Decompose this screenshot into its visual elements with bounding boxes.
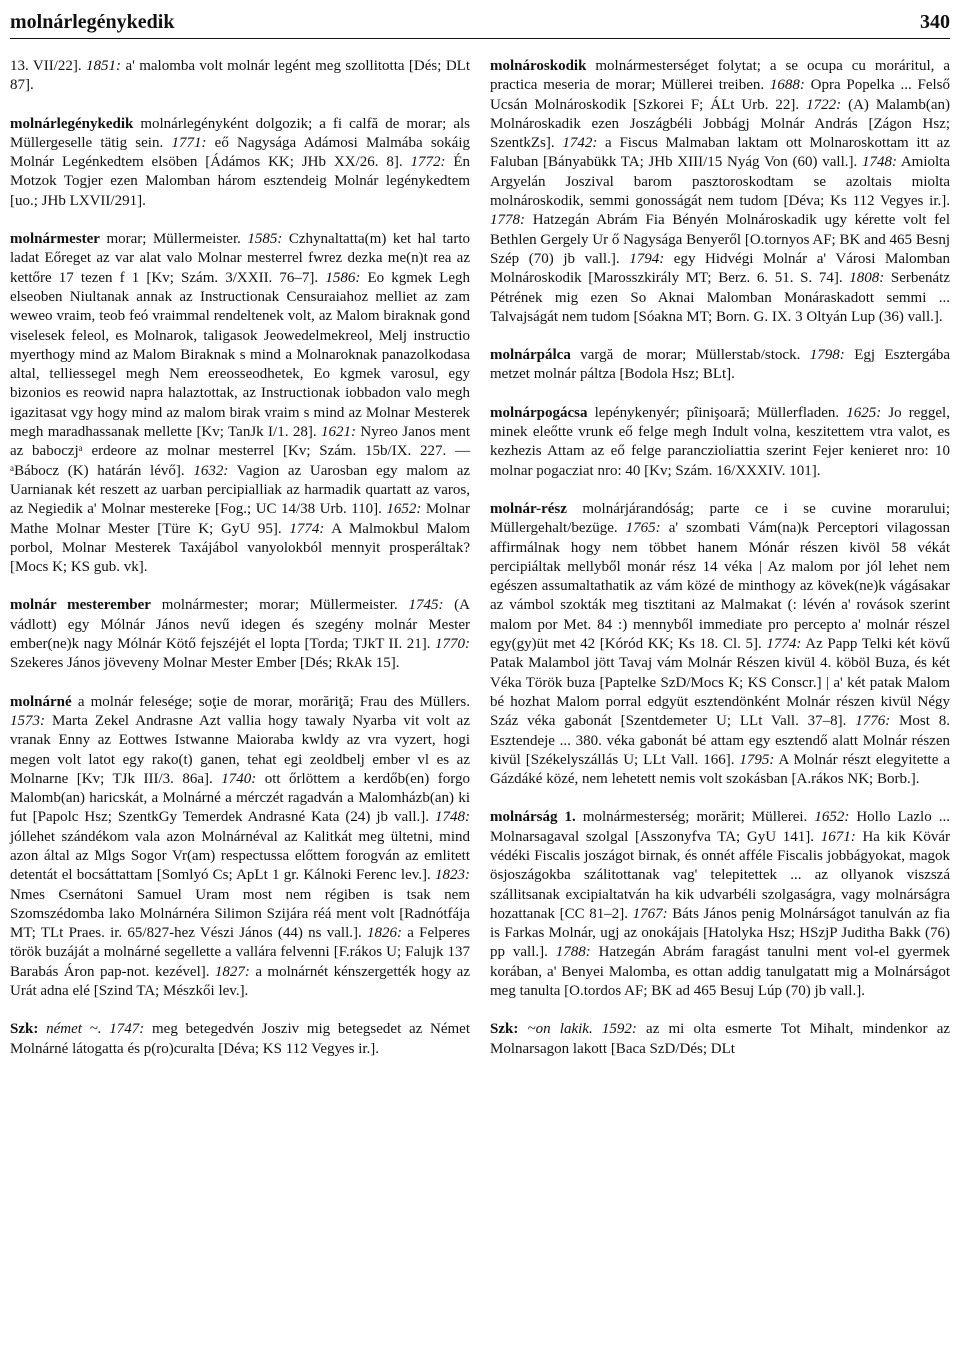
entry-date: 1747: <box>109 1021 145 1038</box>
entry-date: 1745: <box>408 597 444 614</box>
entry-text: Én Motzok Togjer ezen Malomban három esztendeig Molnár legénykedtem [uo.; JHb LXVII/291]. <box>10 154 470 209</box>
entry-text: molnármesterséget folytat; a se ocupa cu moráritul, a practica meseria de morar; Müllerei treiben. <box>490 58 950 94</box>
text-columns <box>10 57 950 1078</box>
entry-date: 1774: <box>289 520 325 537</box>
entry-text: morar; Müllermeister. <box>99 231 248 248</box>
entry-date: 1794: <box>629 250 665 267</box>
entry-date: 1826: <box>367 925 402 942</box>
entry-date: 1748: <box>435 809 470 826</box>
dictionary-entry <box>490 1020 950 1059</box>
entry-date: 1827: <box>214 963 250 980</box>
entry-text: molnárjárandóság; parte ce i se cuvine morarului; Müllergehalt/bezüge. <box>490 500 950 537</box>
entry-text: Nmes Csernátoni Samuel Uram most nem régiben is tsak nem Szomszédomba lako Molnárnéra Silimon Szijára réá ment volt [Radnótfája MT; TLt Praes. ir. 65/827-hez Vészi János (44) ns vall.]. <box>10 886 470 942</box>
right-column <box>490 57 950 1078</box>
entry-text: a molnárnét kénszergették hogy az Urát adna elé [Szind TA; Mészkői lev.]. <box>10 963 470 1000</box>
entry-text: ott őrlöttem a kerdőb(en) forgo Malomb(an) haricskát, a Molnárné a mérczét ragadván a Malomházb(an) ki fut [Papolc Hsz; SzentkGy Temerdek Andrasné Kata (24) jb vall.]. <box>10 770 470 826</box>
entry-date: 1798: <box>809 347 845 364</box>
entry-text: az mi olta esmerte Tot Mihalt, mindenkor az Molnarsagon lakott [Baca SzD/Dés; DLt <box>490 1021 951 1057</box>
entry-text: Serbenátz Pétrének mig ezen So Aknai Malomban Monáraskadott semmi ... Talvajságát nem tudom [Sóakna MT; Born. G. IX. 3 Oltyán Lup (36) vall.]. <box>490 270 950 325</box>
entry-text: Eo kgmek Legh elseoben Niultanak annak az Instructionak Censuraiahoz melliet az zam weweo vraim, teob feó vraimmal rendeltenek volt, az Malom biraknak gond viselesek feleol, es Molnarok, taligasok Jeowedelmekreol, Melj instructio myerthogy mind az Malom Biraknak s mind a Molnaroknak panazolkodasa altal, telliessegel megh Nem ereosseodhetek, Eo kgmek varosul, egy bizonios es reowid napra halaztottak, az Instructionak iobbadon valo megh igazitasat vgy hogy mind az malom birak vraim s mind az Molnar Mesterek megh maradhassanak mellette [Kv; TanJk I/1. 28]. <box>10 269 470 441</box>
entry-text: vargă de morar; Müllerstab/stock. <box>570 347 810 364</box>
entry-date: 1573: <box>10 712 45 729</box>
entry-text: Az Papp Telki két kövű Patak Malambol jött Tavaj vám Molnár Részen kivül 4. köböl Buza, és két Véka Török buza [Paptelke SzD/Mocs K; KS Conscr.] | a' két patak Malom bé hozhat Malom porral edgyüt esztendönként Molnár részen kivül Négy Száz véka gabonát [Szentdemeter U; LLt Vall. 37–8]. <box>490 636 950 730</box>
entry-text: meg betegedvén Josziv mig betegsedet az Német Molnárné látogatta és p(ro)curalta [Déva; KS 112 Vegyes ir.]. <box>10 1021 471 1057</box>
entry-date: 1740: <box>221 770 257 787</box>
entry-text: Hatzegán Abrám faragást tanulni ment vol-el gyermek korában, a' Benyei Malomba, es ottan addig tanulgatatt mig a Molnárságot meg tanulta [O.tordos AF; BK ad 465 Besuj Lúp (70) jb vall.]. <box>490 944 950 1000</box>
dictionary-entry <box>10 596 470 673</box>
entry-date: 1586: <box>325 269 361 286</box>
dictionary-entry <box>10 230 470 577</box>
entry-date: 1671: <box>820 828 856 845</box>
entry-date: 1688: <box>769 77 805 94</box>
entry-text: Szekeres János jöveveny Molnar Mester Ember [Dés; RkAk 15]. <box>10 655 400 672</box>
running-headword: molnárlegénykedik <box>10 11 175 33</box>
entry-text: 13. VII/22]. <box>10 58 87 74</box>
dictionary-entry <box>490 404 950 481</box>
entry-headword: molnárné <box>10 693 72 710</box>
entry-text: (A vádlott) egy Mólnár János nevű idegen és szegény molnár Mester ember(ne)k nagy Mólnár Kötő fejszéjét el lopta [Torda; TJkT II. 21]. <box>10 597 470 653</box>
entry-text <box>518 1021 527 1037</box>
entry-text <box>593 1021 602 1037</box>
entry-date: 1774: <box>766 636 802 653</box>
entry-text: molnárlegényként dolgozik; a fi calfă de morar; als Müllergeselle tätig sein. <box>10 115 470 151</box>
entry-date: 1592: <box>601 1021 637 1038</box>
entry-date: 1771: <box>171 134 207 151</box>
entry-date: 1772: <box>410 154 446 171</box>
entry-text: molnármesterség; morărit; Müllerei. <box>575 809 815 826</box>
dictionary-entry <box>490 500 950 789</box>
entry-date: 1767: <box>632 905 668 922</box>
entry-text: (A) Malamb(an) Molnároskadik ezen Joszágbéli Jobbágj Molnár András [Zágon Hsz; SzentkZs]. <box>490 96 950 152</box>
entry-text: Most 8. Esztendeje ... 380. véka gabonát bé attam egy esztendő alatt Molnár részen kivül [Székelyszállás U; LLt Vall. 166]. <box>490 713 950 768</box>
entry-text: a Fiscus Malmaban laktam ott Molnaroskottam itt az Faluban [Bányabükk TA; JHb XIII/15 Nyág Von (60) vall.]. <box>490 135 950 171</box>
entry-date: 1823: <box>435 867 470 884</box>
entry-headword: molnároskodik <box>490 58 587 74</box>
entry-text: Molnar Mathe Molnar Mester [Türe K; GyU 95]. <box>10 501 470 537</box>
dictionary-entry <box>490 346 950 385</box>
entry-text: Egj Esztergába metzet molnár páltza [Bodola Hsz; BLt]. <box>490 347 951 383</box>
entry-headword: molnárpálca <box>490 347 571 364</box>
entry-date: 1808: <box>849 270 885 287</box>
entry-headword: molnárpogácsa <box>490 404 588 421</box>
entry-text: lepénykenyér; pîinişoară; Müllerfladen. <box>587 404 847 421</box>
entry-text <box>38 1021 46 1037</box>
dictionary-entry <box>10 693 470 1002</box>
entry-text: Hollo Lazlo ... Molnarsagaval szolgal [Asszonyfva TA; GyU 141]. <box>490 809 950 845</box>
entry-date: 1776: <box>855 713 891 730</box>
entry-text: Jo reggel, minek eleőtte vrunk eő felge megh Indult volna, keszitettem vtra valot, es kezhezis Attam az eő felge paranczioliattia szerint Fejer kenieret nro: 10 molnar pogacziat nro: 40 [Kv; Szám. 16/XXXIV. 101]. <box>490 404 950 479</box>
entry-headword: Szk: <box>10 1021 39 1038</box>
entry-headword: molnár-rész <box>490 500 567 517</box>
entry-date: 1788: <box>555 944 591 961</box>
entry-date: 1765: <box>625 520 661 537</box>
entry-text: a molnár felesége; soţie de morar, morăriţă; Frau des Müllers. <box>71 693 470 710</box>
entry-text: jóllehet szándékom vala azon Molnárnéval az Kalitkát meg ültetni, mind azon által az Mlgs Sogor Vr(am) respectussa előttem forogván az emlitett detentát el bocsáttattam [Somlyó Cs; ApLt 1 gr. Kálnoki Ferenc lev.]. <box>10 828 470 884</box>
dictionary-entry <box>490 808 950 1001</box>
entry-date: német ~. <box>46 1021 102 1038</box>
entry-text: Nyreo Janos ment az baboczjᵃ erdeore az molnar mesterrel [Kv; Szám. 15b/IX. 227. — ᵃBábocz (K) határán lévő]. <box>10 424 470 479</box>
entry-text: eő Nagysága Adámosi Malmába sokáig Molnár Legénkedtem elsöben [Ádámos KK; JHb XX/26. 8]. <box>10 134 470 171</box>
entry-headword: molnárság 1. <box>490 809 576 826</box>
entry-date: 1778: <box>490 212 525 229</box>
entry-text: Báts János penig Molnárságot tanulván az fia is Farkas Molnár, ugj az onokájais [Hatolyka Hsz; HSzjP Juditha Bakk (76) pp vall.]. <box>490 905 950 961</box>
entry-text: egy Hidvégi Molnár a' Városi Malomban Molnároskodik [Marosszkirály MT; Berz. 6. 51. S. 74]. <box>490 250 950 287</box>
entry-date: 1770: <box>435 636 470 653</box>
entry-date: 1742: <box>562 135 598 152</box>
entry-date: 1748: <box>861 154 897 171</box>
entry-text: a' malomba volt molnár legént meg szollitotta [Dés; DLt 87]. <box>10 58 470 94</box>
entry-text: A Molnár részt elegyitette a Gázdáké közé, nem lehetett nemis volt szokásban [A.rákos NK; Borb.]. <box>490 751 950 788</box>
entry-text: Amiolta Argyelán Joszival barom pasztoroskodtam se azoltais miolta molnároskodik, semmi gonosságát nem tudom [Déva; Ks 112 Vegyes ir.]. <box>490 154 950 210</box>
entry-date: 1851: <box>86 58 122 74</box>
entry-text: Vagion az Uarosban egy malom az Uarnianak két reszett az uarban percipialliak az harmadik quartatt az varos, az Negiedik a' Molnar mestereke [Fog.; UC 14/38 Urb. 110]. <box>10 462 471 518</box>
dictionary-entry <box>490 57 950 327</box>
entry-date: 1795: <box>739 751 775 768</box>
entry-date: 1625: <box>846 404 882 421</box>
entry-text: Marta Zekel Andrasne Azt vallia hogy tawaly Nyarba vit volt az vranak Enny az Eottwes Istwanne Maioraba kwldy az vra vyzert, hogi megen volt latot egy rako(t) ganen, tehat egi zeoldbelj ember vl es az Molnarne [Kv; TJk III/3. 86a]. <box>10 712 470 787</box>
entry-date: 1585: <box>247 231 283 248</box>
entry-text: Ha kik Kövár védéki Fiscalis joszágot birnak, és onnét afféle Fiscalis jobbágyokat, magok ösjoszágokba szálitottanak vag' telepitettek ... az ollyanok viszszá szállitsanak excipialtatván ha kik udvarbéli szolgaságra, vagy molnárságra hozattanak [CC 81–2]. <box>490 828 950 922</box>
entry-date: 1652: <box>386 501 422 518</box>
entry-text: molnármester; morar; Müllermeister. <box>150 597 409 614</box>
dictionary-entry <box>10 57 470 96</box>
entry-date: 1722: <box>806 96 842 113</box>
entry-headword: molnár mesterember <box>10 597 151 614</box>
entry-text: a' szombati Vám(na)k Perceptori vilagossan affirmálnak hogy nem többet hanem Mónár részen kivöl 58 vékát percipiáltak mellyből monár rész 14 véka | Az malom por jól lehet nem egészen assumaltathatik az vám közé de minthogy az kövek(ne)k vágásakar az vámbol szokták meg tisztitani az Malmakat (: lévén a' rovások szerint malom por Met. 84 :) mennyből immediate pro percepto a' molnár részel egy(gy)üt met 42 [Kóród KK; Ks 18. Cl. 5]. <box>490 520 950 653</box>
left-column <box>10 57 470 1078</box>
entry-text: a Felperes török buzáját a molnárné segellette a vallára felvenni [F.rákos U; Falujk 137 Barabás Áron pap-not. kezével]. <box>10 925 470 980</box>
entry-date: 1652: <box>814 809 850 826</box>
entry-text: A Malmokbul Malom porbol, Molnar Mesterek Taxájábol vanyolokból mennyit prosperáltak? [Mocs K; KS gub. vk]. <box>10 520 470 576</box>
entry-text: Czhynaltatta(m) ket hal tarto ladat Eőreget az var alat valo Molnar mesterrel fwrez dezka me(n)t rea az kettőre 17 tezen f 1 [Kv; Szám. 3/XXII. 76–7]. <box>10 231 470 286</box>
dictionary-entry <box>10 1020 470 1059</box>
entry-headword: molnármester <box>10 231 100 248</box>
entry-date: 1621: <box>321 424 356 441</box>
page-number: 340 <box>920 11 950 33</box>
entry-date: ~on lakik. <box>527 1021 593 1038</box>
entry-headword: molnárlegénykedik <box>10 115 134 132</box>
entry-headword: Szk: <box>490 1021 519 1038</box>
page-header <box>10 8 950 39</box>
entry-text: Hatzegán Abrám Fia Bényén Molnároskadik ugy kérette volt fel Bethlen Gergely Ur ő Nagysága Benyeről [O.tornyos AF; BK and 465 Besnj Szép (70) jb vall.]. <box>490 212 950 267</box>
entry-text: Opra Popelka ... Felső Ucsán Molnároskodik [Szkorei F; ÁLt Urb. 22]. <box>490 77 950 113</box>
entry-date: 1632: <box>193 462 229 479</box>
dictionary-entry <box>10 115 470 211</box>
